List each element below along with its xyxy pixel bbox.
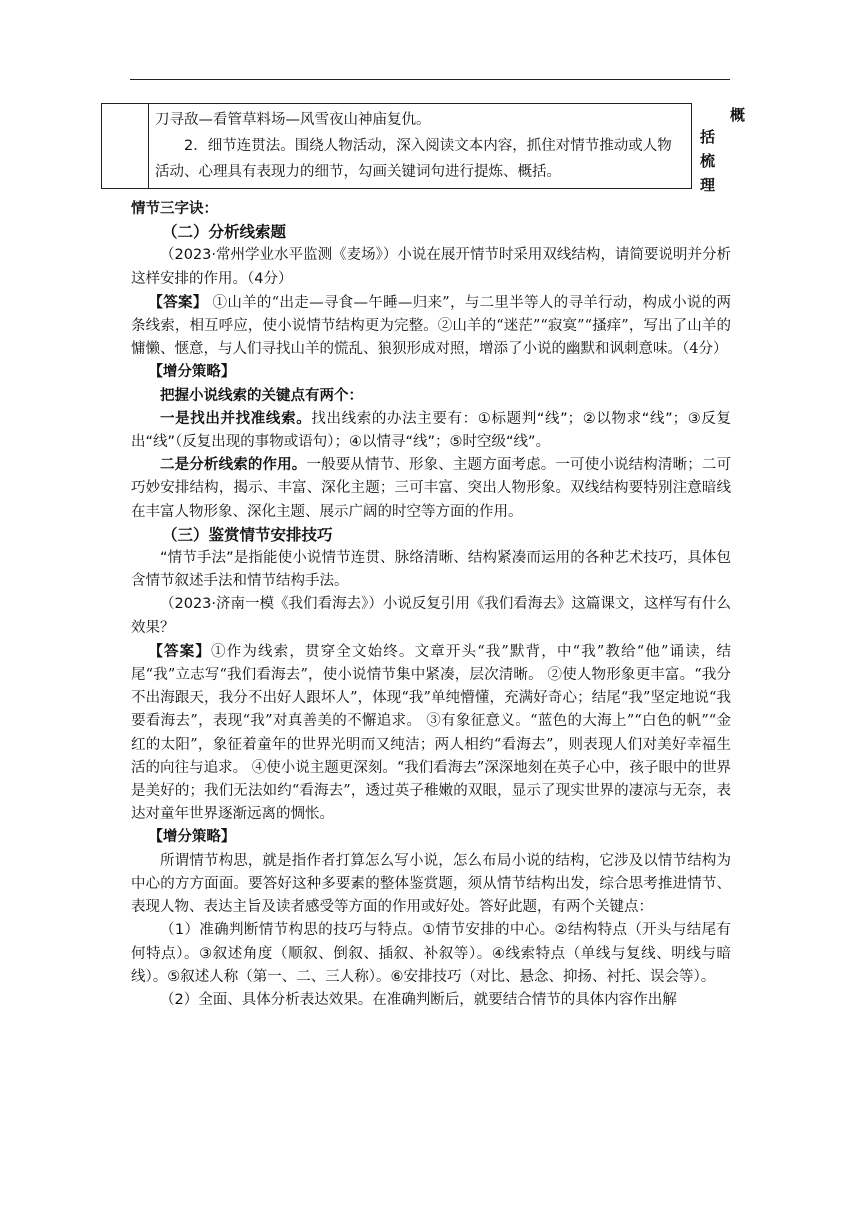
side-char-2: 括 xyxy=(700,128,716,146)
technique-definition: “情节手法”是指能使小说情节连贯、脉络清晰、结构紧凑而运用的各种艺术技巧，具体包含情节叙述手法和情节结构手法。 xyxy=(131,550,731,590)
strategy-2-para-2: （1）准确判断情节构思的技巧与特点。①情节安排的中心。②结构特点（开头与结尾有何特点）。③叙述角度（顺叙、倒叙、插叙、补叙等）。④线索特点（单线与复线、明线与暗线）。⑤叙述人称（第一、二、三人称）。⑥安排技巧（对比、悬念、抑扬、衬托、误会等）。 xyxy=(131,922,731,985)
header-rule xyxy=(130,79,730,80)
strategy-2-para-3: （2）全面、具体分析表达效果。在准确判断后，就要结合情节的具体内容作出解 xyxy=(160,991,677,1008)
side-char-4: 理 xyxy=(700,176,716,194)
answer-text: ①山羊的“出走—寻食—午睡—归来”，与二里半等人的寻羊行动，构成小说的两条线索，相互呼应，使小说情节结构更为完整。②山羊的“迷茫”“寂寞”“搔痒”，写出了山羊的慵懒、惬意，与人们寻找山羊的慌乱、狼狈形成对照，增添了小说的幽默和讽刺意味。（4分） xyxy=(131,294,731,358)
strategy-point-1 xyxy=(131,408,731,454)
heading-sanzi: 情节三字诀： xyxy=(131,201,218,217)
point-1-text: 找出线索的办法主要有：①标题判“线”；②以物求“线”；③反复出“线”（反复出现的事物或语句）；④以情寻“线”；⑤时空级“线”。 xyxy=(131,410,732,451)
answer-label: 【答案】 xyxy=(148,293,208,311)
answer-1 xyxy=(131,291,731,362)
table-line-1: 刀寻敌—看管草料场—风雪夜山神庙复仇。 xyxy=(155,112,431,128)
strategy-label-1: 【增分策略】 xyxy=(148,364,236,381)
section-heading-3: （三）鉴赏情节安排技巧 xyxy=(162,525,333,544)
table-content-cell xyxy=(149,104,692,189)
strategy-label-2: 【增分策略】 xyxy=(148,829,236,846)
point-2-lead: 二是分析线索的作用。 xyxy=(160,457,307,474)
side-char-3: 梳 xyxy=(700,152,716,170)
outline-table xyxy=(101,103,692,189)
answer-2 xyxy=(131,640,731,827)
question-1: （2023·常州学业水平监测《麦场》）小说在展开情节时采用双线结构，请简要说明并分析这样安排的作用。（4分） xyxy=(131,247,731,287)
section-heading-2: （二）分析线索题 xyxy=(162,223,287,242)
strategy-2-para-1: 所谓情节构思，就是指作者打算怎么写小说，怎么布局小说的结构，它涉及以情节结构为中心的方方面面。要答好这种多要素的整体鉴赏题，须从情节结构出发，综合思考推进情节、表现人物、表达主旨及读者感受等方面的作用或好处。答好此题，有两个关键点： xyxy=(131,852,731,916)
strategy-point-2 xyxy=(131,454,731,524)
strategy-title: 把握小说线索的关键点有两个： xyxy=(160,387,363,404)
answer-label: 【答案】 xyxy=(148,642,212,660)
point-1-lead: 一是找出并找准线索。 xyxy=(160,410,312,427)
table-left-cell xyxy=(102,104,149,189)
point-2-text: 一般要从情节、形象、主题方面考虑。一可使小说结构清晰；二可巧妙安排结构，揭示、丰富、深化主题；三可丰富、突出人物形象。双线结构要特别注意暗线在丰富人物形象、深化主题、展示广阔的时空等方面的作用。 xyxy=(131,457,732,520)
question-2: （2023·济南一模《我们看海去》）小说反复引用《我们看海去》这篇课文，这样写有什么效果？ xyxy=(131,596,731,636)
answer-text: ①作为线索，贯穿全文始终。文章开头“我”默背，中“我”教给“他”诵读，结尾“我”立志写“我们看海去”，使小说情节集中紧凑，层次清晰。 ②使人物形象更丰富。“我分不出海跟天，我分不出好人跟坏人”，体现“我”单纯懵懂，充满好奇心；结尾“我”坚定地说“我要看海去”，表现“我”对真善美的不懈追求。 ③有象征意义。“蓝色的大海上”“白色的帆”“金红的太阳”，象征着童年的世界光明而又纯洁；两人相约“看海去”，则表现人们对美好幸福生活的向往与追求。 ④使小说主题更深刻。“我们看海去”深深地刻在英子心中，孩子眼中的世界是美好的；我们无法如约“看海去”，透过英子稚嫩的双眼，显示了现实世界的凄凉与无奈，表达对童年世界逐渐远离的惆怅。 xyxy=(131,643,732,823)
table-line-2: 2．细节连贯法。围绕人物活动，深入阅读文本内容，抓住对情节推动或人物活动、心理具有表现力的细节，勾画关键词句进行提炼、概括。 xyxy=(155,138,672,180)
document-body xyxy=(131,198,731,1012)
side-char-1: 概 xyxy=(730,106,746,124)
